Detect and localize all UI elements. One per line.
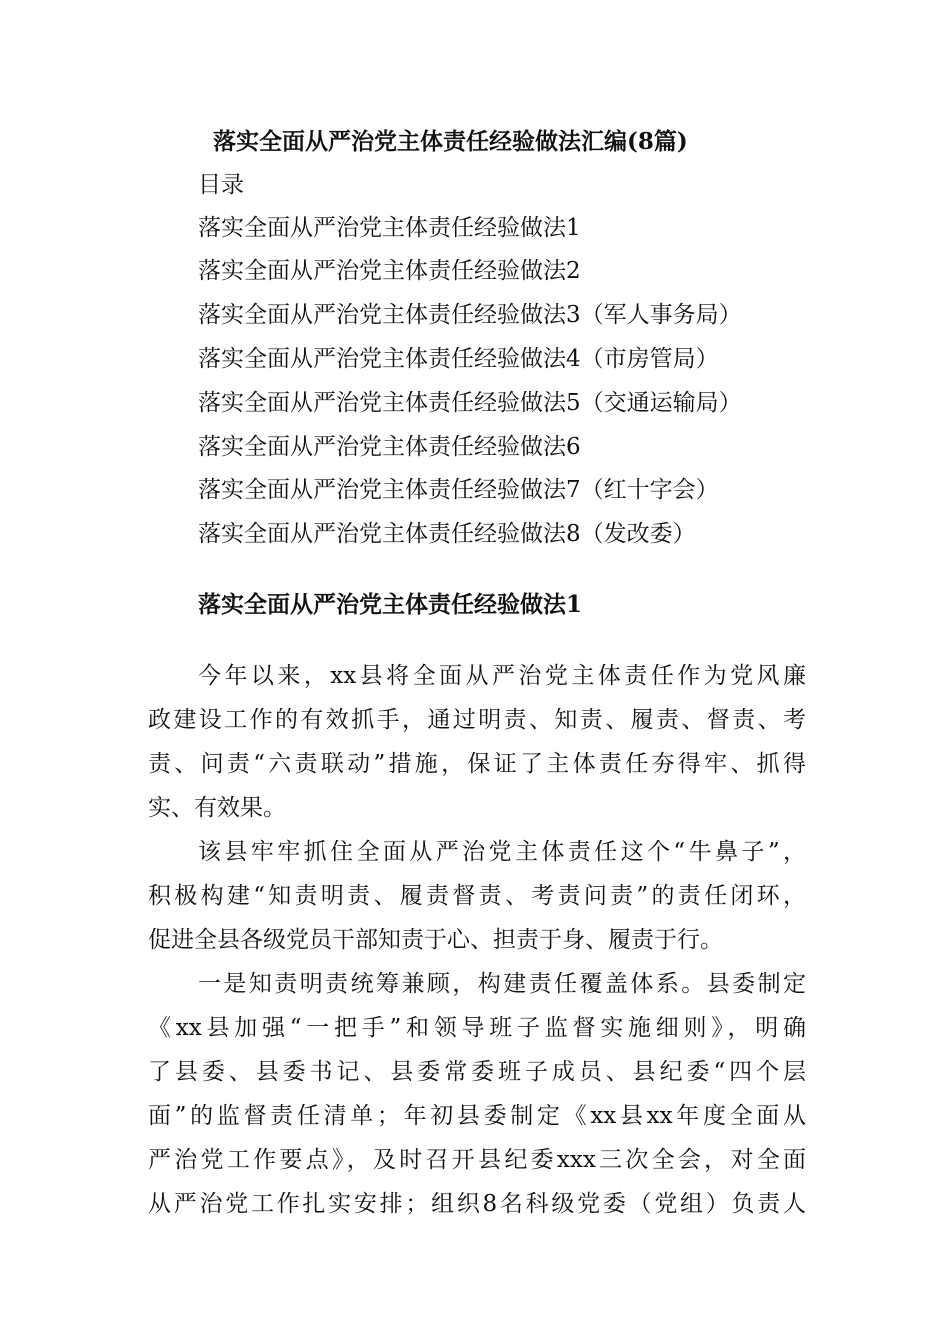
paragraph-line: 促进全县各级党员干部知责于心、担责于身、履责于行。 bbox=[148, 927, 723, 953]
paragraph-line: 《xx县加强“一把手”和领导班子监督实施细则》，明确 bbox=[148, 1015, 806, 1041]
toc-item[interactable]: 落实全面从严治党主体责任经验做法4（市房管局） bbox=[198, 346, 719, 372]
paragraph-line: 实、有效果。 bbox=[148, 795, 286, 821]
section-heading: 落实全面从严治党主体责任经验做法1 bbox=[198, 591, 583, 618]
document-title: 落实全面从严治党主体责任经验做法汇编(8篇) bbox=[213, 128, 688, 155]
paragraph-line: 政建设工作的有效抓手，通过明责、知责、履责、督责、考 bbox=[148, 707, 806, 733]
toc-item[interactable]: 落实全面从严治党主体责任经验做法7（红十字会） bbox=[198, 477, 719, 503]
paragraph-line: 一是知责明责统筹兼顾，构建责任覆盖体系。县委制定 bbox=[198, 971, 806, 997]
toc-item[interactable]: 落实全面从严治党主体责任经验做法3（军人事务局） bbox=[198, 302, 742, 328]
paragraph-line: 今年以来，xx县将全面从严治党主体责任作为党风廉 bbox=[198, 663, 806, 689]
toc-item[interactable]: 落实全面从严治党主体责任经验做法8（发改委） bbox=[198, 521, 696, 547]
toc-item[interactable]: 落实全面从严治党主体责任经验做法2 bbox=[198, 258, 581, 284]
paragraph-line: 该县牢牢抓住全面从严治党主体责任这个“牛鼻子”， bbox=[198, 839, 806, 865]
toc-item[interactable]: 落实全面从严治党主体责任经验做法1 bbox=[198, 215, 581, 241]
toc-item[interactable]: 落实全面从严治党主体责任经验做法6 bbox=[198, 434, 581, 460]
paragraph-line: 了县委、县委书记、县委常委班子成员、县纪委“四个层 bbox=[148, 1059, 806, 1085]
toc-item[interactable]: 落实全面从严治党主体责任经验做法5（交通运输局） bbox=[198, 390, 742, 416]
paragraph-line: 严治党工作要点》，及时召开县纪委xxx三次全会，对全面 bbox=[148, 1147, 806, 1173]
paragraph-line: 责、问责“六责联动”措施，保证了主体责任夯得牢、抓得 bbox=[148, 751, 806, 777]
paragraph-line: 面”的监督责任清单；年初县委制定《xx县xx年度全面从 bbox=[148, 1103, 806, 1129]
toc-heading: 目录 bbox=[198, 172, 244, 198]
paragraph-line: 积极构建“知责明责、履责督责、考责问责”的责任闭环， bbox=[148, 883, 806, 909]
paragraph-line: 从严治党工作扎实安排；组织8名科级党委（党组）负责人 bbox=[148, 1191, 806, 1217]
